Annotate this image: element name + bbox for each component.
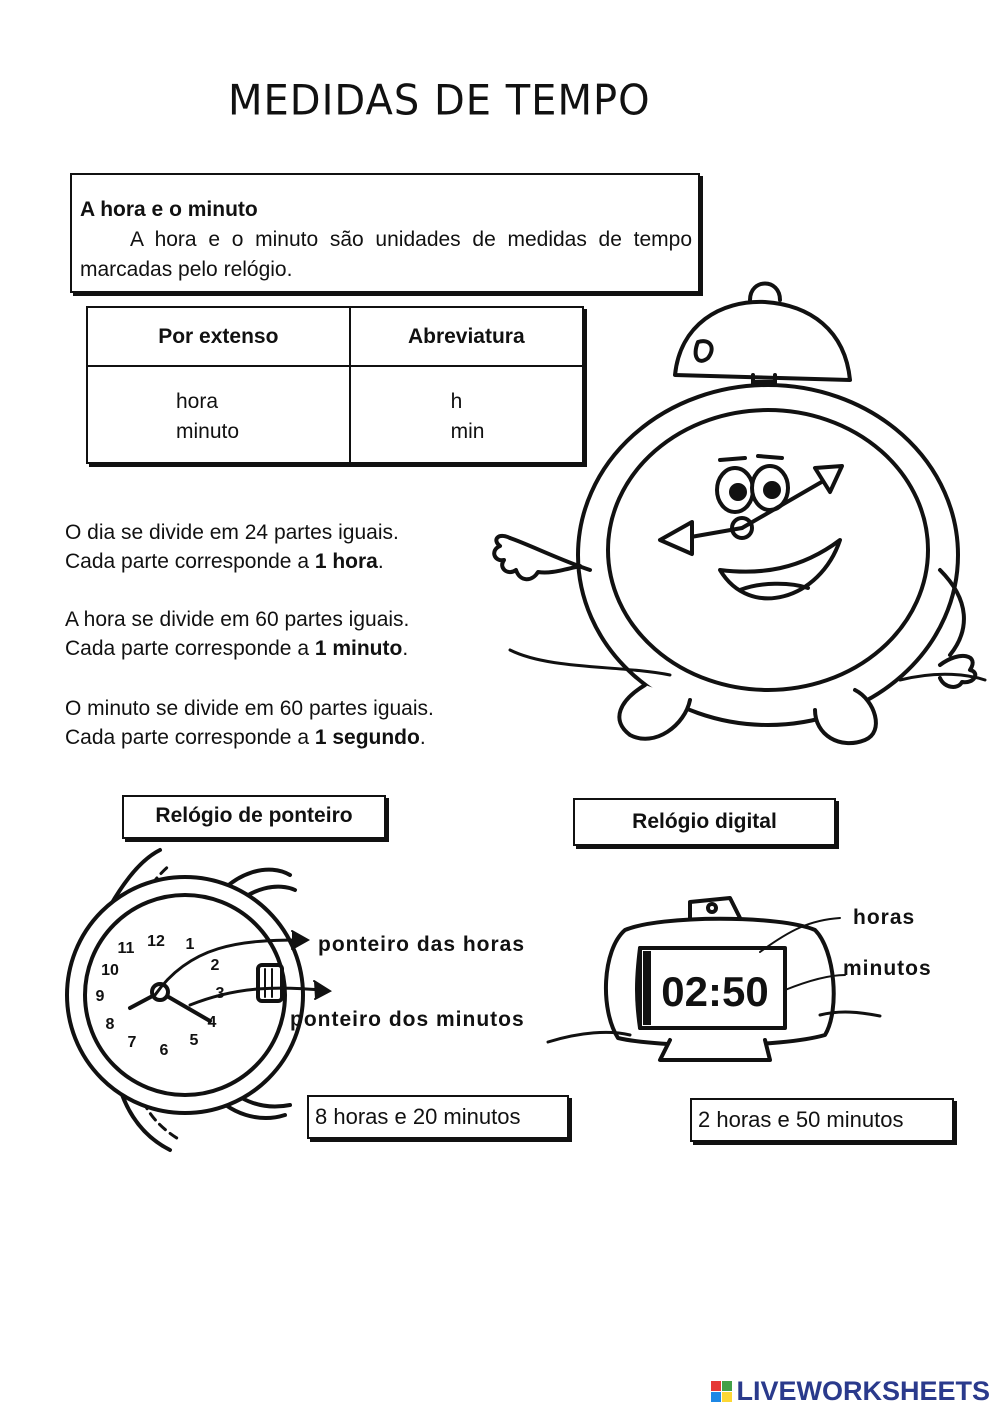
hour-hand-label: ponteiro das horas: [318, 933, 526, 956]
alarm-clock-mascot-illustration: [470, 270, 990, 760]
logo-square: [722, 1392, 732, 1402]
minutes-label: minutos: [843, 957, 932, 980]
intro-text: A hora e o minuto são unidades de medidas de tempo marcadas pelo relógio.: [80, 228, 692, 281]
abrev-minuto: min: [450, 420, 485, 443]
clock-number: 7: [127, 1034, 137, 1051]
digital-display: 02:50: [661, 968, 769, 1015]
clock-number: 2: [210, 957, 220, 974]
logo-mark-icon: [711, 1381, 732, 1402]
clock-number: 9: [95, 988, 105, 1005]
extenso-minuto: minuto: [176, 420, 240, 443]
fact-line: Cada parte corresponde a 1 hora.: [65, 550, 384, 573]
logo-square: [722, 1381, 732, 1391]
fact-line: O minuto se divide em 60 partes iguais.: [65, 697, 434, 720]
liveworksheets-logo[interactable]: [711, 1376, 990, 1407]
page-title: MEDIDAS DE TEMPO: [228, 76, 651, 126]
logo-square: [711, 1381, 721, 1391]
digital-reading: 2 horas e 50 minutos: [690, 1098, 954, 1142]
hours-label: horas: [853, 906, 916, 929]
clock-number: 6: [159, 1042, 169, 1059]
table-cell-extenso: [87, 366, 350, 463]
clock-number: 3: [215, 985, 225, 1002]
brand-text: LIVEWORKSHEETS: [736, 1376, 990, 1406]
analog-clock-label: Relógio de ponteiro: [122, 795, 386, 839]
clock-number: 4: [207, 1014, 217, 1031]
abrev-hora: h: [450, 390, 463, 413]
extenso-hora: hora: [176, 390, 219, 413]
table-header-abreviatura: Abreviatura: [350, 307, 583, 366]
fact-line: Cada parte corresponde a 1 segundo.: [65, 726, 426, 749]
clock-number: 8: [105, 1016, 115, 1033]
clock-number: 5: [189, 1032, 199, 1049]
clock-number: 10: [101, 962, 119, 979]
table-header-extenso: Por extenso: [87, 307, 350, 366]
clock-number: 11: [117, 940, 135, 957]
digital-clock-label: Relógio digital: [573, 798, 836, 846]
minute-hand-label: ponteiro dos minutos: [290, 1008, 525, 1031]
display-edge: [643, 951, 651, 1025]
digital-clock-illustration: [540, 890, 900, 1080]
fact-line: A hora se divide em 60 partes iguais.: [65, 608, 410, 631]
analog-reading: 8 horas e 20 minutos: [307, 1095, 569, 1139]
clock-number: 12: [147, 933, 165, 950]
fact-line: Cada parte corresponde a 1 minuto.: [65, 637, 409, 660]
logo-square: [711, 1392, 721, 1402]
clock-number: 1: [185, 936, 195, 953]
fact-line: O dia se divide em 24 partes iguais.: [65, 521, 399, 544]
intro-heading: A hora e o minuto: [80, 198, 258, 221]
